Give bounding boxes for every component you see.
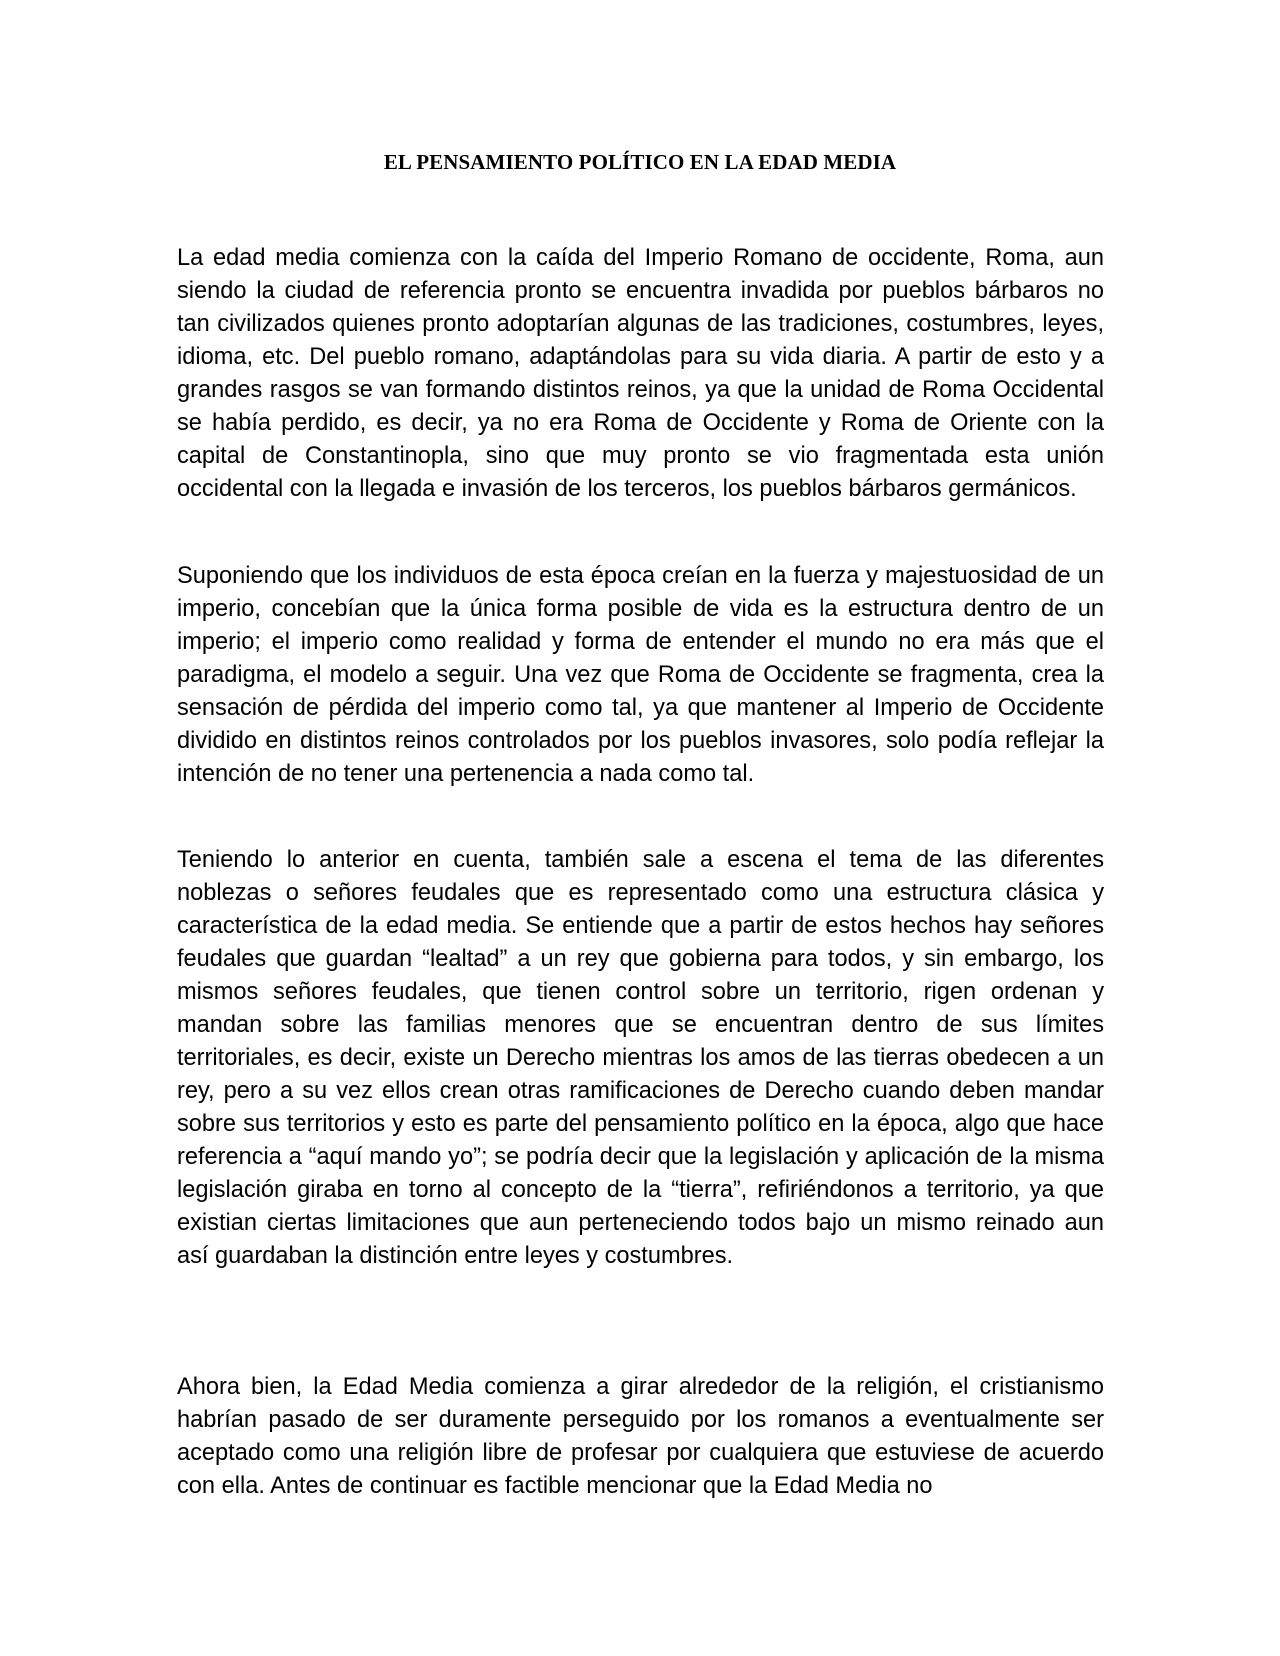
paragraph-3: Teniendo lo anterior en cuenta, también sale a escena el tema de las diferentes noblezas o señores feudales que es representado como una estructura clásica y característica de la edad media. Se entiende que a partir de estos hechos hay señores feudales que guardan “lealtad” a un rey que gobierna para todos, y sin embargo, los mismos señores feudales, que tienen control sobre un territorio, rigen ordenan y mandan sobre las familias menores que se encuentran dentro de sus límites territoriales, es decir, existe un Derecho mientras los amos de las tierras obedecen a un rey, pero a su vez ellos crean otras ramificaciones de Derecho cuando deben mandar sobre sus territorios y esto es parte del pensamiento político en la época, algo que hace referencia a “aquí mando yo”; se podría decir que la legislación y aplicación de la misma legislación giraba en torno al concepto de la “tierra”, refiriéndonos a territorio, ya que existian ciertas limitaciones que aun perteneciendo todos bajo un mismo reinado aun así guardaban la distinción entre leyes y costumbres. <box>177 847 1104 1269</box>
document-title: EL PENSAMIENTO POLÍTICO EN LA EDAD MEDIA <box>383 150 897 174</box>
paragraph-2: Suponiendo que los individuos de esta época creían en la fuerza y majestuosidad de un imperio, concebían que la única forma posible de vida es la estructura dentro de un imperio; el imperio como realidad y forma de entender el mundo no era más que el paradigma, el modelo a seguir. Una vez que Roma de Occidente se fragmenta, crea la sensación de pérdida del imperio como tal, ya que mantener al Imperio de Occidente dividido en distintos reinos controlados por los pueblos invasores, solo podía reflejar la intención de no tener una pertenencia a nada como tal. <box>177 563 1104 787</box>
paragraph-4: Ahora bien, la Edad Media comienza a girar alrededor de la religión, el cristianismo habrían pasado de ser duramente perseguido por los romanos a eventualmente ser aceptado como una religión libre de profesar por cualquiera que estuviese de acuerdo con ella. Antes de continuar es factible mencionar que la Edad Media no <box>177 1374 1104 1499</box>
paragraph-1: La edad media comienza con la caída del Imperio Romano de occidente, Roma, aun siendo la ciudad de referencia pronto se encuentra invadida por pueblos bárbaros no tan civilizados quienes pronto adoptarían algunas de las tradiciones, costumbres, leyes, idioma, etc. Del pueblo romano, adaptándolas para su vida diaria. A partir de esto y a grandes rasgos se van formando distintos reinos, ya que la unidad de Roma Occidental se había perdido, es decir, ya no era Roma de Occidente y Roma de Oriente con la capital de Constantinopla, sino que muy pronto se vio fragmentada esta unión occidental con la llegada e invasión de los terceros, los pueblos bárbaros germánicos. <box>177 245 1104 502</box>
